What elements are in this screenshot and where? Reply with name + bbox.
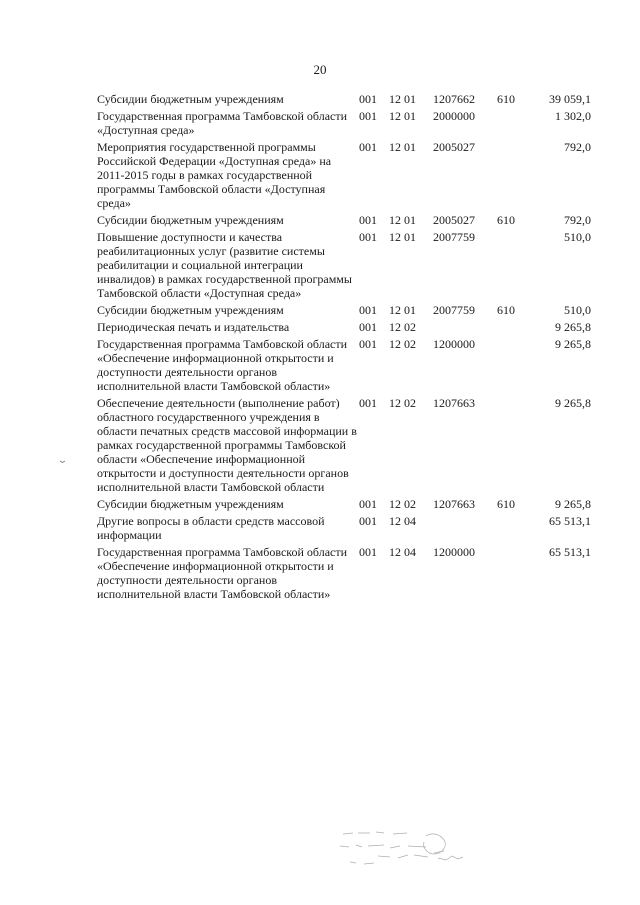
row-csr: 1207663: [433, 497, 475, 511]
row-ved: 001: [359, 396, 377, 410]
row-csr: 2005027: [433, 140, 475, 154]
row-ved: 001: [359, 303, 377, 317]
row-sum: 39 059,1: [549, 92, 591, 106]
row-csr: 2007759: [433, 230, 475, 244]
row-name: Субсидии бюджетным учреждениям: [97, 92, 284, 106]
row-vr: 610: [497, 213, 515, 227]
row-csr: 1207663: [433, 396, 475, 410]
row-csr: [433, 514, 497, 545]
faded-stamp-icon: [338, 822, 473, 870]
row-sum: 1 302,0: [555, 109, 591, 123]
row-rz: 12 04: [389, 514, 416, 528]
row-name: Субсидии бюджетным учреждениям: [97, 497, 284, 511]
row-ved: 001: [359, 545, 377, 559]
row-ved: 001: [359, 320, 377, 334]
row-vr: [497, 320, 531, 337]
row-sum: 792,0: [564, 140, 591, 154]
row-csr: 1200000: [433, 545, 475, 559]
row-name: Другие вопросы в области средств массовой информации: [97, 514, 325, 542]
row-csr: 2000000: [433, 109, 475, 123]
row-rz: 12 02: [389, 497, 416, 511]
row-name: Государственная программа Тамбовской области «Обеспечение информационной открытости и доступности деятельности органов исполнительной власти Тамбовской области»: [97, 337, 348, 393]
row-csr: 2007759: [433, 303, 475, 317]
table-row: [97, 497, 591, 514]
row-name: Государственная программа Тамбовской области «Доступная среда»: [97, 109, 348, 137]
row-ved: 001: [359, 109, 377, 123]
row-rz: 12 02: [389, 396, 416, 410]
row-rz: 12 01: [389, 230, 416, 244]
row-name: Государственная программа Тамбовской области «Обеспечение информационной открытости и доступности деятельности органов исполнительной власти Тамбовской области»: [97, 545, 348, 601]
row-rz: 12 01: [389, 109, 416, 123]
table-row: [97, 337, 591, 396]
row-vr: [497, 514, 531, 545]
row-name: Субсидии бюджетным учреждениям: [97, 213, 284, 227]
table-row: [97, 303, 591, 320]
row-rz: 12 04: [389, 545, 416, 559]
row-name: Мероприятия государственной программы Российской Федерации «Доступная среда» на 2011-2015 годы в рамках государственной программы Тамбовской области «Доступная среда»: [97, 140, 332, 210]
table-row: [97, 140, 591, 213]
row-csr: 1207662: [433, 92, 475, 106]
table-row: [97, 545, 591, 604]
budget-table: [97, 92, 591, 604]
table-row: [97, 320, 591, 337]
row-sum: 9 265,8: [555, 320, 591, 334]
scan-mark-icon: [60, 460, 65, 463]
row-sum: 9 265,8: [555, 497, 591, 511]
row-csr: 2005027: [433, 213, 475, 227]
row-sum: 510,0: [564, 303, 591, 317]
row-vr: 610: [497, 92, 515, 106]
row-rz: 12 02: [389, 337, 416, 351]
table-row: [97, 92, 591, 109]
row-vr: [497, 545, 531, 604]
row-sum: 792,0: [564, 213, 591, 227]
row-rz: 12 01: [389, 140, 416, 154]
row-rz: 12 01: [389, 303, 416, 317]
row-sum: 65 513,1: [549, 514, 591, 528]
row-vr: [497, 230, 531, 303]
row-sum: 65 513,1: [549, 545, 591, 559]
row-name: Периодическая печать и издательства: [97, 320, 290, 334]
row-name: Повышение доступности и качества реабилитационных услуг (развитие системы реабилитации и социальной интеграции инвалидов) в рамках государственной программы Тамбовской области «Доступная среда»: [97, 230, 352, 300]
row-name: Обеспечение деятельности (выполнение работ) областного государственного учреждения в области печатных средств массовой информации в рамках государственной программы Тамбовской области «Обеспечение информационной открытости и доступности деятельности органов исполнительной власти Тамбовской области: [97, 396, 357, 494]
table-row: [97, 514, 591, 545]
row-ved: 001: [359, 92, 377, 106]
row-ved: 001: [359, 213, 377, 227]
row-sum: 9 265,8: [555, 337, 591, 351]
row-vr: [497, 396, 531, 497]
table-row: [97, 213, 591, 230]
row-rz: 12 01: [389, 213, 416, 227]
row-csr: [433, 320, 497, 337]
row-ved: 001: [359, 497, 377, 511]
row-ved: 001: [359, 140, 377, 154]
page-number: 20: [313, 62, 327, 77]
table-row: [97, 230, 591, 303]
row-vr: [497, 140, 531, 213]
row-rz: 12 01: [389, 92, 416, 106]
row-name: Субсидии бюджетным учреждениям: [97, 303, 284, 317]
table-row: [97, 109, 591, 140]
row-ved: 001: [359, 337, 377, 351]
row-rz: 12 02: [389, 320, 416, 334]
row-sum: 510,0: [564, 230, 591, 244]
row-vr: 610: [497, 303, 515, 317]
row-csr: 1200000: [433, 337, 475, 351]
row-sum: 9 265,8: [555, 396, 591, 410]
row-ved: 001: [359, 514, 377, 528]
row-ved: 001: [359, 230, 377, 244]
row-vr: 610: [497, 497, 515, 511]
row-vr: [497, 337, 531, 396]
table-row: [97, 396, 591, 497]
row-vr: [497, 109, 531, 140]
